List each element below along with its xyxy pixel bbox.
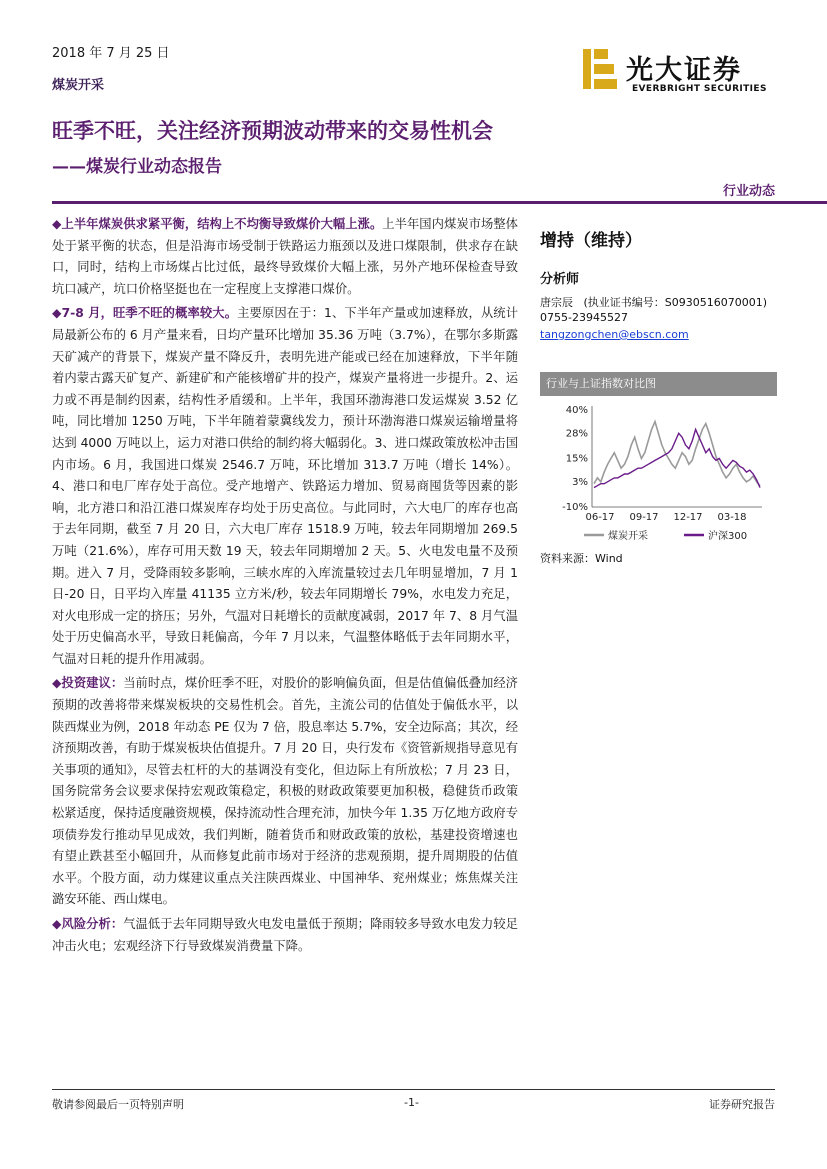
y-tick-label: 40% bbox=[565, 405, 588, 416]
chart-source: 资料来源：Wind bbox=[540, 552, 623, 565]
analyst-phone: 0755-23945527 bbox=[540, 311, 628, 324]
legend-label: 沪深300 bbox=[708, 531, 748, 542]
series-line-0 bbox=[594, 422, 760, 486]
everbright-logo-icon bbox=[583, 49, 617, 89]
paragraph-heading: 上半年煤炭供求紧平衡，结构上不均衡导致煤价大幅上涨。 bbox=[61, 217, 383, 231]
analyst-name bbox=[540, 294, 767, 310]
paragraph-season: ◆7-8 月，旺季不旺的概率较大。主要原因在于：1、下半年产量或加速释放，从统计局最新公布的 6 月产量来看，日均产量环比增加 35.36 万吨（3.7%），在鄂尔多斯露天矿减产的背景下，煤炭产量不降反升，表明先进产能或已经在加速释放，下半年随着内蒙古露天矿复产、新建矿和产能核增矿井的投产，煤炭产量将进一步提升。2、运力或不再是制约因素，结构性矛盾缓和。上半年，我国环渤海港口发运煤炭 3.52 亿吨，同比增加 1250 万吨，下半年随着蒙冀线发力，预计环渤海港口煤炭运输增量将达到 4000 万吨以上，运力对港口供给的制约将大幅弱化。3、进口煤政策放松冲击国内市场。6 月，我国进口煤炭 2546.7 万吨，环比增加 313.7 万吨（增长 14%）。4、港口和电厂库存处于高位。受产地增产、铁路运力增加、贸易商囤货等因素的影响，北方港口和沿江港口煤炭库存均处于历史高位。与此同时，六大电厂的库存也高于去年同期，截至 7 月 20 日，六大电厂库存 1518.9 万吨，较去年同期增加 269.5 万吨（21.6%），库存可用天数 19 天，较去年同期增加 2 天。5、火电发电量不及预期。进入 7 月，受降雨较多影响，三峡水库的入库流量较过去几年明显增加，7 月 1 日-20 日，日平均入库量 41135 立方米/秒，较去年同期增长 79%，水电发力充足，对火电形成一定的挤压；另外，气温对日耗增长的贡献度减弱，2017 年 7、8 月气温处于历史偏高水平，导致日耗偏高，今年 7 月以来，气温整体略低于去年同期水平，气温对日耗的提升作用减弱。 bbox=[52, 306, 518, 666]
y-tick-label: -10% bbox=[562, 502, 588, 513]
page-number: -1- bbox=[404, 1096, 419, 1109]
x-tick-label: 03-18 bbox=[717, 512, 747, 523]
paragraph-heading: 7-8 月，旺季不旺的概率较大。 bbox=[61, 306, 238, 321]
paragraph-heading: 投资建议： bbox=[61, 676, 124, 691]
chart-title: 行业与上证指数对比图 bbox=[540, 372, 777, 396]
paragraph-heading: 风险分析： bbox=[61, 917, 124, 931]
footer-divider bbox=[52, 1089, 775, 1090]
report-title: 旺季不旺，关注经济预期波动带来的交易性机会 bbox=[52, 119, 493, 143]
logo-text-en: EVERBRIGHT SECURITIES bbox=[632, 84, 767, 94]
report-type: 行业动态 bbox=[722, 184, 775, 199]
paragraph-text: 上半年国内煤炭市场整体处于紧平衡的状态，但是沿海市场受制于铁路运力瓶颈以及进口煤限制，供求存在缺口，同时，结构上市场煤占比过低，最终导致煤价大幅上涨，另外产地环保检查导致坑口减产，坑口价格坚挺也在一定程度上支撑港口煤价。 bbox=[52, 217, 518, 296]
report-date: 2018 年 7 月 25 日 bbox=[52, 46, 170, 61]
x-tick-label: 12-17 bbox=[673, 512, 703, 523]
comparison-chart bbox=[540, 398, 777, 548]
analyst-name-text: 唐宗辰 bbox=[540, 296, 573, 309]
rating: 增持（维持） bbox=[540, 231, 642, 251]
header-divider bbox=[52, 201, 827, 204]
analyst-cert: (执业证书编号：S0930516070001) bbox=[583, 296, 768, 309]
y-tick-label: 3% bbox=[572, 476, 588, 488]
legend-label: 煤炭开采 bbox=[608, 531, 648, 542]
paragraph-supply: ◆上半年煤炭供求紧平衡，结构上不均衡导致煤价大幅上涨。上半年国内煤炭市场整体处于紧平衡的状态，但是沿海市场受制于铁路运力瓶颈以及进口煤限制，供求存在缺口，同时，结构上市场煤占比过低，最终导致煤价大幅上涨，另外产地环保检查导致坑口减产，坑口价格坚挺也在一定程度上支撑港口煤价。 bbox=[52, 217, 518, 296]
sector-label: 煤炭开采 bbox=[52, 78, 105, 93]
footer-report-label: 证券研究报告 bbox=[709, 1098, 775, 1111]
paragraph-text: 主要原因在于：1、下半年产量或加速释放，从统计局最新公布的 6 月产量来看，日均产量环比增加 35.36 万吨（3.7%），在鄂尔多斯露天矿减产的背景下，煤炭产量不降反升，表明先进产能或已经在加速释放，下半年随着内蒙古露天矿复产、新建矿和产能核增矿井的投产，煤炭产量将进一步提升。2、运力或不再是制约因素，结构性矛盾缓和。上半年，我国环渤海港口发运煤炭 3.52 亿吨，同比增加 1250 万吨，下半年随着蒙冀线发力，预计环渤海港口煤炭运输增量将达到 4000 万吨以上，运力对港口供给的制约将大幅弱化。3、进口煤政策放松冲击国内市场。6 月，我国进口煤炭 2546.7 万吨，环比增加 313.7 万吨（增长 14%）。4、港口和电厂库存处于高位。受产地增产、铁路运力增加、贸易商囤货等因素的影响，北方港口和沿江港口煤炭库存均处于历史高位。与此同时，六大电厂的库存也高于去年同期，截至 7 月 20 日，六大电厂库存 1518.9 万吨，较去年同期增加 269.5 万吨（21.6%），库存可用天数 19 天，较去年同期增加 2 天。5、火电发电量不及预期。进入 7 月，受降雨较多影响，三峡水库的入库流量较过去几年明显增加，7 月 1 日-20 日，日平均入库量 41135 立方米/秒，较去年同期增长 79%，水电发力充足，对火电形成一定的挤压；另外，气温对日耗增长的贡献度减弱，2017 年 7、8 月气温处于历史偏高水平，导致日耗偏高，今年 7 月以来，气温整体略低于去年同期水平，气温对日耗的提升作用减弱。 bbox=[52, 306, 518, 666]
main-body bbox=[52, 214, 518, 960]
y-tick-label: 28% bbox=[565, 428, 588, 440]
analyst-heading: 分析师 bbox=[540, 272, 580, 287]
x-tick-label: 06-17 bbox=[585, 512, 615, 523]
report-subtitle: ——煤炭行业动态报告 bbox=[52, 157, 222, 177]
paragraph-risk: ◆风险分析：气温低于去年同期导致火电发电量低于预期；降雨较多导致水电发力较足冲击火电；宏观经济下行导致煤炭消费量下降。 bbox=[52, 917, 518, 953]
logo-text-cn: 光大证券 bbox=[626, 55, 742, 86]
y-tick-label: 15% bbox=[565, 453, 588, 465]
x-tick-label: 09-17 bbox=[629, 512, 659, 523]
paragraph-investment: ◆投资建议：当前时点，煤价旺季不旺，对股价的影响偏负面，但是估值偏低叠加经济预期的改善将带来煤炭板块的交易性机会。首先，主流公司的估值处于偏低水平，以陕西煤业为例，2018 年动态 PE 仅为 7 倍，股息率达 5.7%，安全边际高；其次，经济预期改善，有助于煤炭板块估值提升。7 月 20 日，央行发布《资管新规指导意见有关事项的通知》，尽管去杠杆的大的基调没有变化，但边际上有所放松；7 月 23 日，国务院常务会议要求保持宏观政策稳定，积极的财政政策要更加积极，稳健货币政策松紧适度，保持适度融资规模，保持流动性合理充沛，加快今年 1.35 万亿地方政府专项债券发行推动早见成效，我们判断，随着货币和财政政策的放松，基建投资增速也有望止跌甚至小幅回升，从而修复此前市场对于经济的悲观预期，提升周期股的估值水平。个股方面，动力煤建议重点关注陕西煤业、中国神华、兖州煤业；炼焦煤关注潞安环能、西山煤电。 bbox=[52, 676, 518, 907]
series-line-1 bbox=[594, 429, 760, 487]
analyst-email-link[interactable]: tangzongchen@ebscn.com bbox=[540, 328, 689, 341]
footer-disclaimer: 敬请参阅最后一页特别声明 bbox=[52, 1098, 184, 1111]
paragraph-text: 气温低于去年同期导致火电发电量低于预期；降雨较多导致水电发力较足冲击火电；宏观经济下行导致煤炭消费量下降。 bbox=[52, 917, 518, 953]
paragraph-text: 当前时点，煤价旺季不旺，对股价的影响偏负面，但是估值偏低叠加经济预期的改善将带来煤炭板块的交易性机会。首先，主流公司的估值处于偏低水平，以陕西煤业为例，2018 年动态 PE 仅为 7 倍，股息率达 5.7%，安全边际高；其次，经济预期改善，有助于煤炭板块估值提升。7 月 20 日，央行发布《资管新规指导意见有关事项的通知》，尽管去杠杆的大的基调没有变化，但边际上有所放松；7 月 23 日，国务院常务会议要求保持宏观政策稳定，积极的财政政策要更加积极，稳健货币政策松紧适度，保持适度融资规模，保持流动性合理充沛，加快今年 1.35 万亿地方政府专项债券发行推动早见成效，我们判断，随着货币和财政政策的放松，基建投资增速也有望止跌甚至小幅回升，从而修复此前市场对于经济的悲观预期，提升周期股的估值水平。个股方面，动力煤建议重点关注陕西煤业、中国神华、兖州煤业；炼焦煤关注潞安环能、西山煤电。 bbox=[52, 676, 518, 907]
